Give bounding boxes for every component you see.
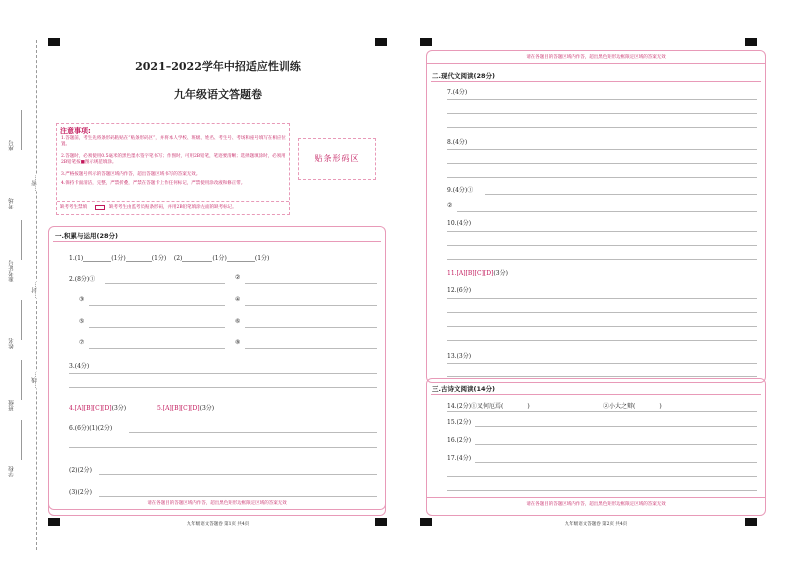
answer-line[interactable] [447,99,757,100]
answer-line[interactable] [69,447,377,448]
q1-blank[interactable] [83,255,111,262]
registration-mark [48,38,60,46]
barcode-area[interactable] [298,138,376,180]
answer-line[interactable] [69,387,377,388]
warning-text: 请在各题目的答题区域内作答，超出黑色矩形边框限定区域的答案无效 [526,55,666,60]
q14-close: ) [527,403,530,410]
q1-score: (1分) [151,255,167,262]
answer-line[interactable] [447,476,757,477]
answer-area-section2 [426,50,766,383]
q3-label: 3.(4分) [69,363,90,370]
q1-label: 1.(1) [69,255,84,262]
answer-line[interactable] [447,363,757,364]
answer-line[interactable] [105,283,225,284]
page-footer: 九年级语文答题卷 第2页 共4页 [564,522,628,527]
answer-line[interactable] [89,348,225,349]
page-subtitle: 九年级语文答题卷 [174,88,262,101]
answer-line[interactable] [447,298,757,299]
section-divider [427,497,765,498]
binding-label-room: 考场 [9,198,15,209]
question-4 [69,403,126,412]
q14-blank[interactable] [503,403,530,410]
answer-line[interactable] [447,245,757,246]
answer-area-section1 [48,226,386,516]
q14-close: ) [659,403,662,410]
binding-field-line [21,360,22,400]
answer-line[interactable] [89,327,225,328]
section-divider [427,63,765,64]
q4-score: (3分) [111,405,127,412]
notice-divider [57,201,289,202]
question-11 [447,268,508,277]
q2-item: ⑥ [235,318,241,325]
binding-field-line [21,110,22,150]
answer-line[interactable] [447,490,757,491]
answer-line[interactable] [447,376,757,377]
binding-label-seat: 座号 [9,140,15,151]
q9-part2-label: ② [447,202,453,209]
q1-part2-label: (2) [173,255,183,262]
q11-score: (3分) [493,270,508,277]
answer-line[interactable] [457,211,757,212]
answer-line[interactable] [485,194,757,195]
notice-title: 注意事项: [60,127,91,135]
answer-line[interactable] [447,326,757,327]
seal-mark: …线… [32,372,38,389]
registration-mark [375,518,387,526]
q11-label: 11. [447,270,457,277]
binding-field-line [21,220,22,260]
binding-label-class: 班级 [9,400,15,411]
answer-line[interactable] [447,340,757,341]
q1-score: (1分) [111,255,126,262]
registration-mark [420,38,432,46]
section-divider [53,241,381,242]
registration-mark [48,518,60,526]
q17-label: 17.(4分) [447,455,472,462]
binding-field-line [21,420,22,460]
answer-line[interactable] [447,411,757,412]
q4-label: 4. [69,405,75,412]
binding-label-exam-number: 准考证号 [9,260,15,282]
q2-item: ⑤ [79,318,85,325]
q4-options[interactable]: [A][B][C][D] [74,405,112,412]
absent-note: 缺考考生由监考员贴条形码，并用2B铅笔填涂左面的缺考标记。 [109,205,237,210]
section-title: 一.积累与运用(28分) [55,232,118,240]
page-title: 2021–2022学年中招适应性训练 [135,60,301,73]
question-5 [157,403,214,412]
barcode-label: 贴条形码区 [314,154,360,163]
q14-part1-label: 14.(2分)①叉何厄焉( [447,403,504,410]
warning-text: 请在各题目的答题区域内作答，超出黑色矩形边框限定区域的答案无效 [147,501,287,506]
seal-mark: …密… [32,175,38,192]
binding-field-line [21,300,22,340]
section-divider [431,394,761,395]
q1-score: (1分) [254,255,270,262]
answer-line[interactable] [245,283,377,284]
answer-line[interactable] [447,259,757,260]
warning-text: 请在各题目的答题区域内作答，超出黑色矩形边框限定区域的答案无效 [526,502,666,507]
q1-blank[interactable] [227,255,255,262]
question-14-part2 [603,401,662,410]
q1-blank[interactable] [126,255,152,262]
q5-options[interactable]: [A][B][C][D] [162,405,200,412]
q5-score: (3分) [199,405,215,412]
q2-label: 2.(8分)① [69,276,96,283]
q11-options[interactable]: [A][B][C][D] [456,270,494,277]
binding-label-name: 姓名 [9,338,15,349]
answer-line[interactable] [245,305,377,306]
answer-line[interactable] [475,426,757,427]
warning-strip [48,498,386,510]
answer-line[interactable] [245,327,377,328]
section-title: 三.古诗文阅读(14分) [432,385,495,393]
answer-line[interactable] [447,163,757,164]
q7-label: 7.(4分) [447,89,468,96]
seal-mark: …封… [32,282,38,299]
q10-label: 10.(4分) [447,220,472,227]
notice-item: 4.保持卡面清洁，完整，严禁折叠，严禁在答题卡上作任何标记，严禁使用涂改液和修正带。 [61,181,246,186]
page-footer: 九年级语文答题卷 第1页 共4页 [186,522,250,527]
answer-line[interactable] [99,496,377,497]
q6-part2-label: (2)(2分) [69,467,92,474]
notice-item: 1.答题前，考生先将条形码粘贴在“贴条形码区”，并将本人学校、班级、姓名、考生号、考场和座号填写在相应位置。 [61,136,286,147]
q8-label: 8.(4分) [447,139,468,146]
q1-blank[interactable] [182,255,212,262]
notice-item: 2.答题时，必须使用0.5毫米的黑色墨水签字笔书写；作图时，可用2B铅笔，笔迹要清晰；选择题填涂时，必须用2B铅笔按■图示规范填涂。 [61,154,286,165]
answer-line[interactable] [447,149,757,150]
binding-label-school: 学校 [9,466,15,477]
question-1 [69,253,269,262]
answer-line[interactable] [475,444,757,445]
notice-box [56,123,290,215]
answer-line[interactable] [475,462,757,463]
q2-item: ③ [79,296,85,303]
q6-part3-label: (3)(2分) [69,489,92,496]
q12-label: 12.(6分) [447,287,472,294]
section-title: 二.现代文阅读(28分) [432,72,495,80]
q13-label: 13.(3分) [447,353,472,360]
q14-part2-label: ②小大之辩( [603,403,636,410]
q16-label: 16.(2分) [447,437,472,444]
question-14 [447,401,530,410]
registration-mark [745,38,757,46]
q9-label: 9.(4分)① [447,187,474,194]
answer-line[interactable] [447,127,757,128]
q5-label: 5. [157,405,163,412]
q15-label: 15.(2分) [447,419,472,426]
answer-line[interactable] [129,432,377,433]
q1-score: (1分) [212,255,227,262]
absent-checkbox[interactable] [95,205,105,210]
q6-label: 6.(6分)(1)(2分) [69,425,113,432]
q2-item: ⑧ [235,339,241,346]
answer-line[interactable] [69,373,377,374]
registration-mark [375,38,387,46]
answer-line[interactable] [447,177,757,178]
answer-line[interactable] [447,113,757,114]
answer-line[interactable] [447,231,757,232]
section-divider [431,81,761,82]
q14-blank[interactable] [635,403,662,410]
answer-line[interactable] [245,348,377,349]
notice-item: 3.严格按题号所示的答题区域内作答，超出答题区域书写的答案无效。 [61,172,201,177]
q2-item: ④ [235,296,241,303]
absent-label: 缺考考生禁填 [60,205,87,210]
answer-line[interactable] [447,312,757,313]
q2-item: ② [235,274,241,281]
q2-item: ⑦ [79,339,85,346]
answer-line[interactable] [89,305,225,306]
answer-line[interactable] [99,474,377,475]
answer-area-section3 [426,378,766,516]
